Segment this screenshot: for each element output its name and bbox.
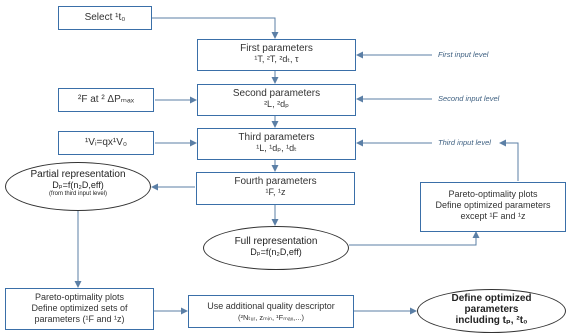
final-line-3: including tₚ, ²t₀ xyxy=(455,315,528,326)
side-v-box xyxy=(58,131,154,155)
pareto-right-line-2: Define optimized parameters xyxy=(435,200,551,210)
partial-representation-title: Partial representation xyxy=(30,169,126,180)
quality-descriptor-params: (²Nₜᵤᵣ, zₘᵢₙ, ¹Fₘₐₓ,...) xyxy=(237,313,305,322)
third-input-level-label: Third input level xyxy=(438,138,491,147)
third-parameters-title: Third parameters xyxy=(238,132,315,143)
first-parameters-title: First parameters xyxy=(240,43,313,54)
pareto-left-box xyxy=(5,288,154,330)
side-v-label: ¹Vᵢ=qx¹V₀ xyxy=(84,137,128,148)
final-line-1: Define optimized xyxy=(451,293,532,304)
partial-representation-note: (from third input level) xyxy=(48,191,108,197)
pareto-left-line-3: parameters (¹F and ¹z) xyxy=(34,314,125,324)
second-input-level-label: Second input level xyxy=(438,94,500,103)
pareto-right-box xyxy=(420,182,566,232)
final-optimized-ellipse xyxy=(417,289,566,333)
full-representation-title: Full representation xyxy=(234,236,318,247)
quality-descriptor-box xyxy=(188,295,354,328)
first-parameters-list: ¹T, ²T, ²dₜ, τ xyxy=(254,54,299,64)
pareto-left-line-2: Define optimized sets of xyxy=(31,303,128,313)
full-representation-formula: Dₚ=f(n₂D,eff) xyxy=(250,247,302,257)
pareto-right-line-1: Pareto-optimality plots xyxy=(448,189,538,199)
partial-representation-ellipse xyxy=(5,162,151,211)
side-f-box xyxy=(58,88,154,112)
pareto-left-line-1: Pareto-optimality plots xyxy=(34,292,125,302)
second-parameters-list: ²L, ²dₚ xyxy=(264,99,289,109)
third-parameters-list: ¹L, ¹dₚ, ¹dₜ xyxy=(256,143,297,153)
second-parameters-title: Second parameters xyxy=(232,88,321,99)
first-parameters-box xyxy=(197,39,356,71)
full-representation-ellipse xyxy=(203,226,349,270)
partial-representation-formula: Dₚ=f(n₂D,eff) xyxy=(52,180,104,190)
select-box xyxy=(58,6,152,30)
fourth-parameters-box xyxy=(196,172,355,205)
pareto-right-line-3: except ¹F and ¹z xyxy=(460,211,526,221)
fourth-parameters-title: Fourth parameters xyxy=(234,176,317,187)
side-f-label: ²F at ² ΔPₘₐₓ xyxy=(77,94,135,105)
quality-descriptor-title: Use additional quality descriptor xyxy=(207,301,335,311)
second-parameters-box xyxy=(197,84,356,116)
third-parameters-box xyxy=(197,128,356,160)
first-input-level-label: First input level xyxy=(438,50,489,59)
select-label: Select ¹t₀ xyxy=(84,12,126,23)
final-line-2: parameters xyxy=(464,304,519,315)
fourth-parameters-list: ¹F, ¹z xyxy=(265,187,286,197)
